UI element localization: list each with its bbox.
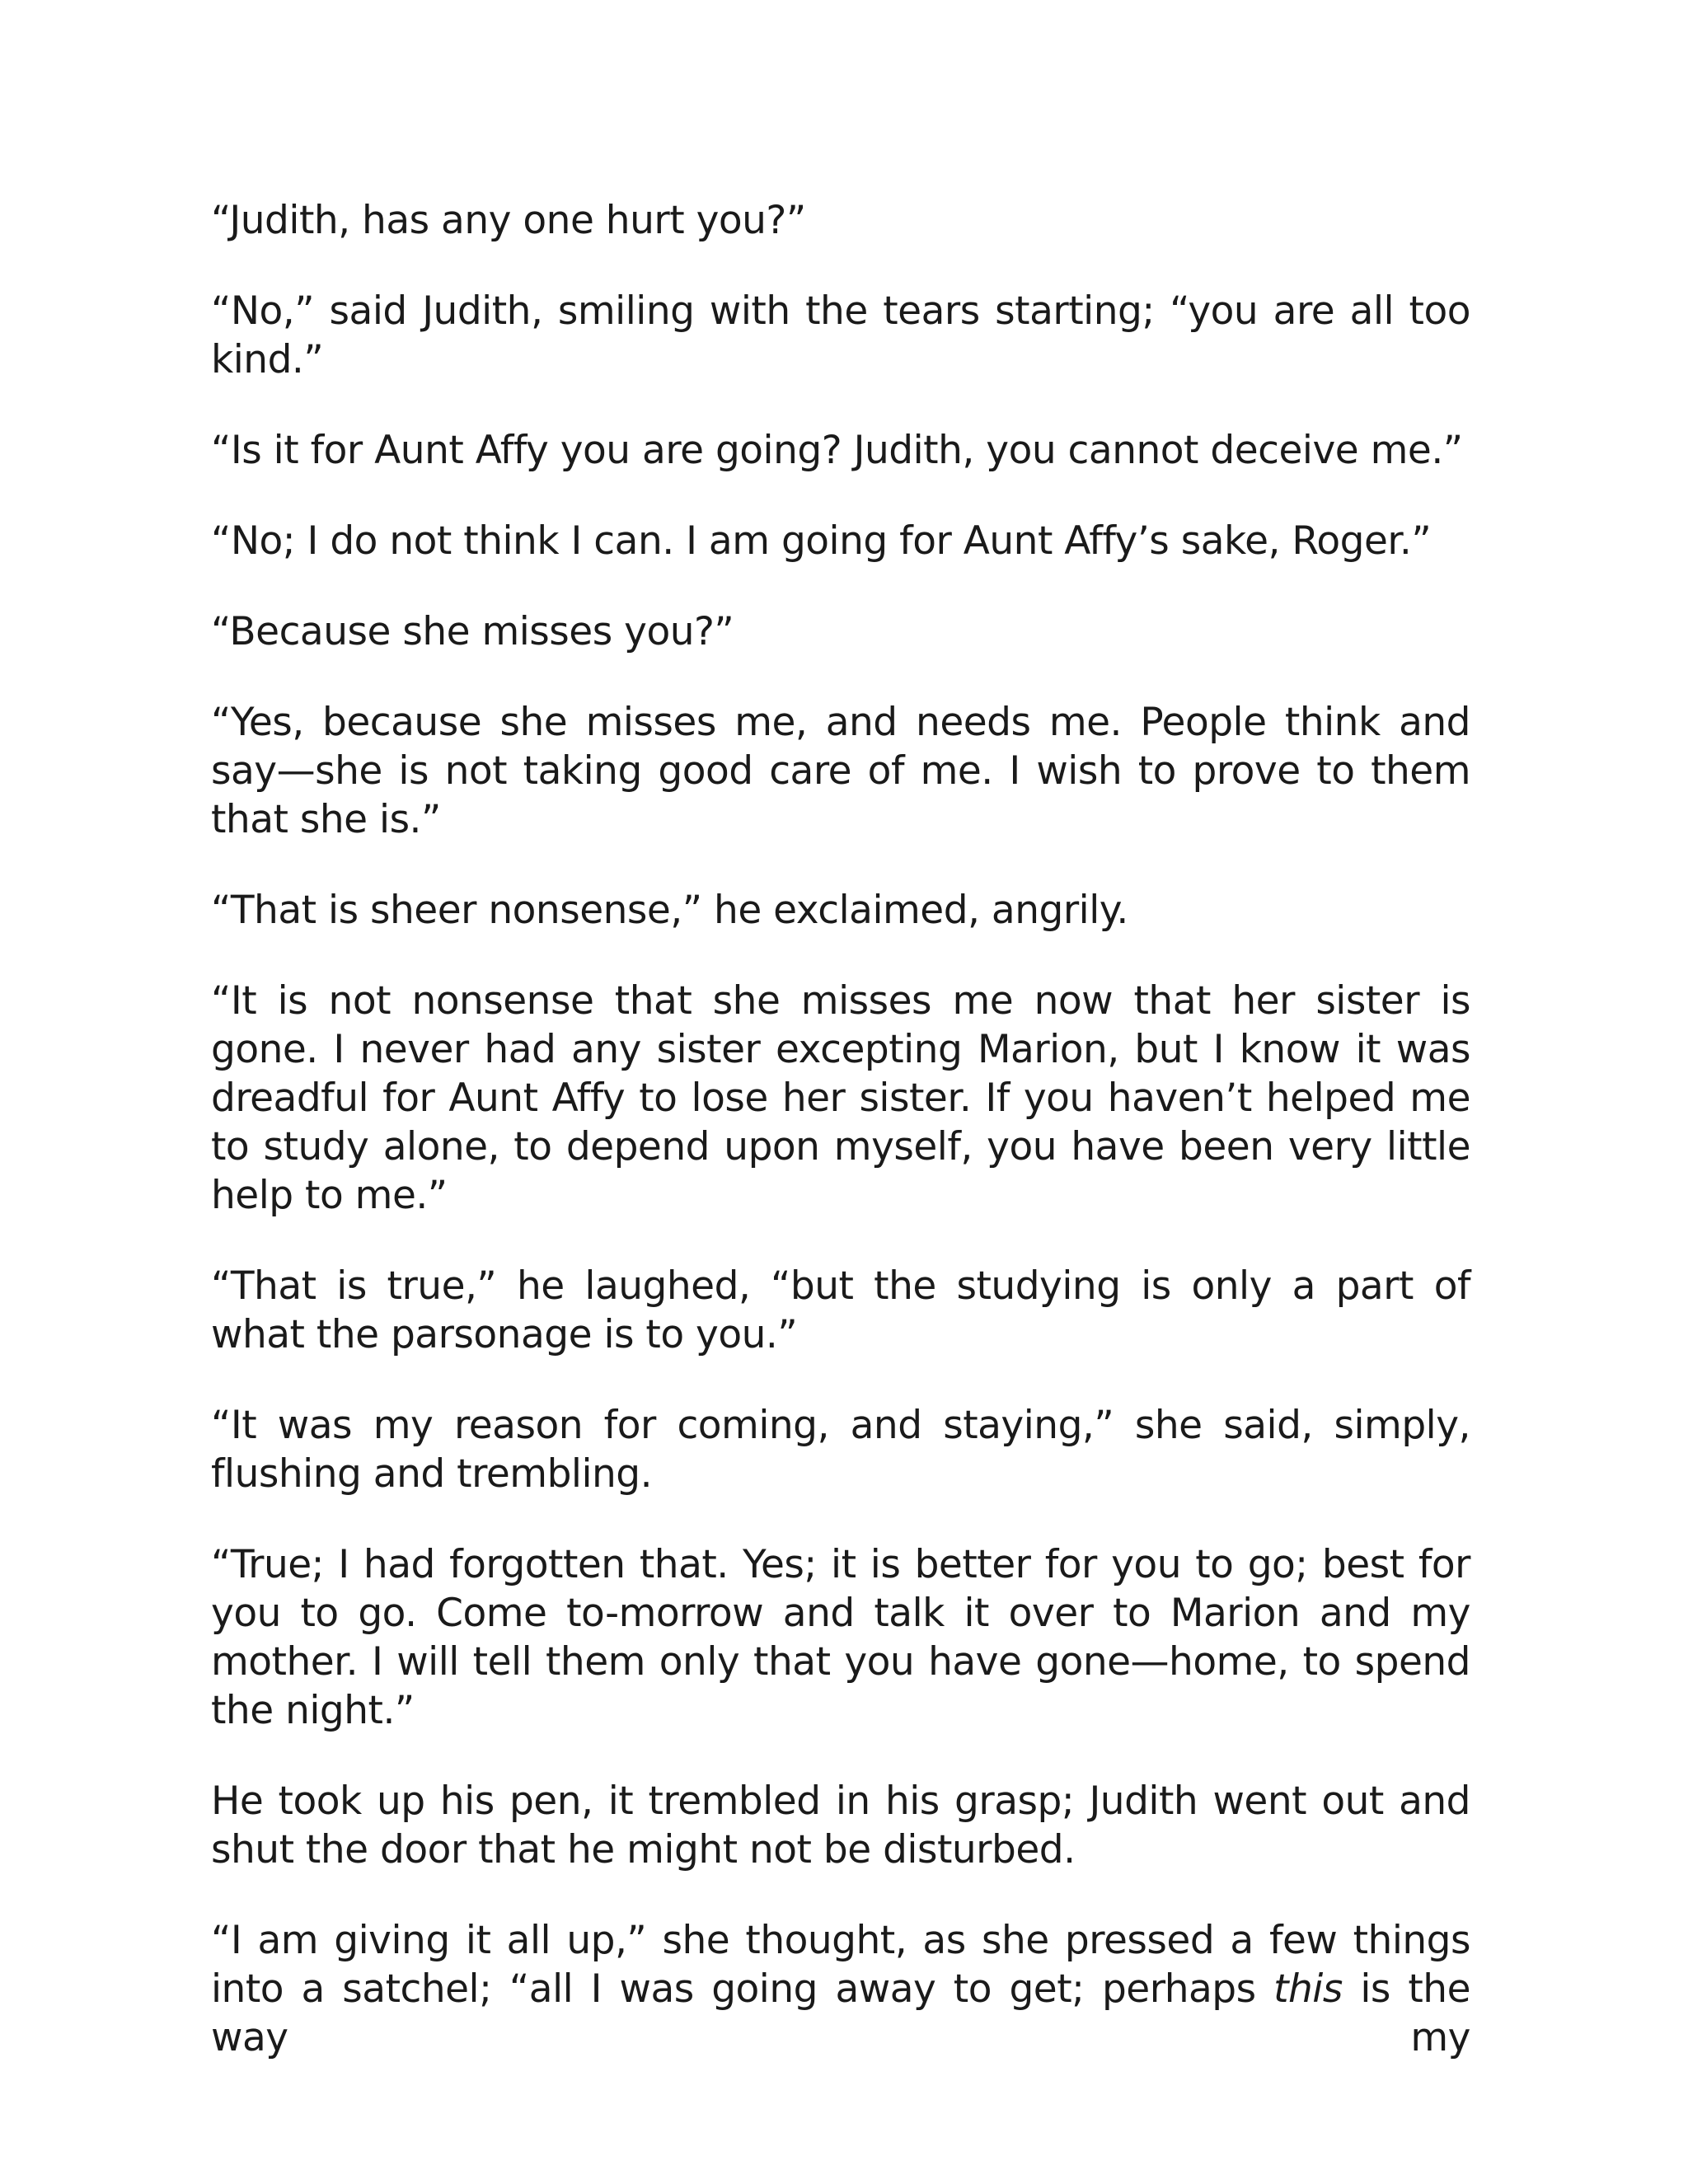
paragraph: [211, 1916, 1470, 2062]
paragraph: “That is sheer nonsense,” he exclaimed, angrily.: [211, 888, 1128, 933]
paragraph: “True; I had forgotten that. Yes; it is better for you to go; best for you to go. Come to-morrow and talk it over to Marion and my mother. I will tell them only that you have gone—home, to spend the night.”: [211, 1542, 1470, 1733]
text-run: is the way my: [211, 1966, 1470, 2060]
text-run: “I am giving it all up,” she thought, as she pressed a few things into a satchel; “all I was going away to get; perhaps: [211, 1918, 1470, 2012]
paragraph: “Is it for Aunt Affy you are going? Judith, you cannot deceive me.”: [211, 428, 1463, 473]
paragraph: “Yes, because she misses me, and needs me. People think and say—she is not taking good care of me. I wish to prove to them that she is.”: [211, 700, 1470, 842]
paragraph: “No; I do not think I can. I am going for Aunt Affy’s sake, Roger.”: [211, 518, 1432, 564]
paragraph: “It was my reason for coming, and staying,” she said, simply, flushing and trembling.: [211, 1403, 1470, 1497]
paragraph: “Because she misses you?”: [211, 609, 734, 654]
paragraph: He took up his pen, it trembled in his grasp; Judith went out and shut the door that he might not be disturbed.: [211, 1779, 1470, 1872]
emphasized-word: this: [1273, 1966, 1343, 2012]
paragraph: “It is not nonsense that she misses me now that her sister is gone. I never had any sister excepting Marion, but I know it was dreadful for Aunt Affy to lose her sister. If you haven’t helped me to study alone, to depend upon myself, you have been very little help to me.”: [211, 978, 1470, 1218]
document-page: [211, 196, 1470, 2062]
paragraph: “Judith, has any one hurt you?”: [211, 198, 806, 243]
paragraph: “That is true,” he laughed, “but the studying is only a part of what the parsonage is to you.”: [211, 1263, 1470, 1357]
paragraph: “No,” said Judith, smiling with the tears starting; “you are all too kind.”: [211, 288, 1470, 382]
